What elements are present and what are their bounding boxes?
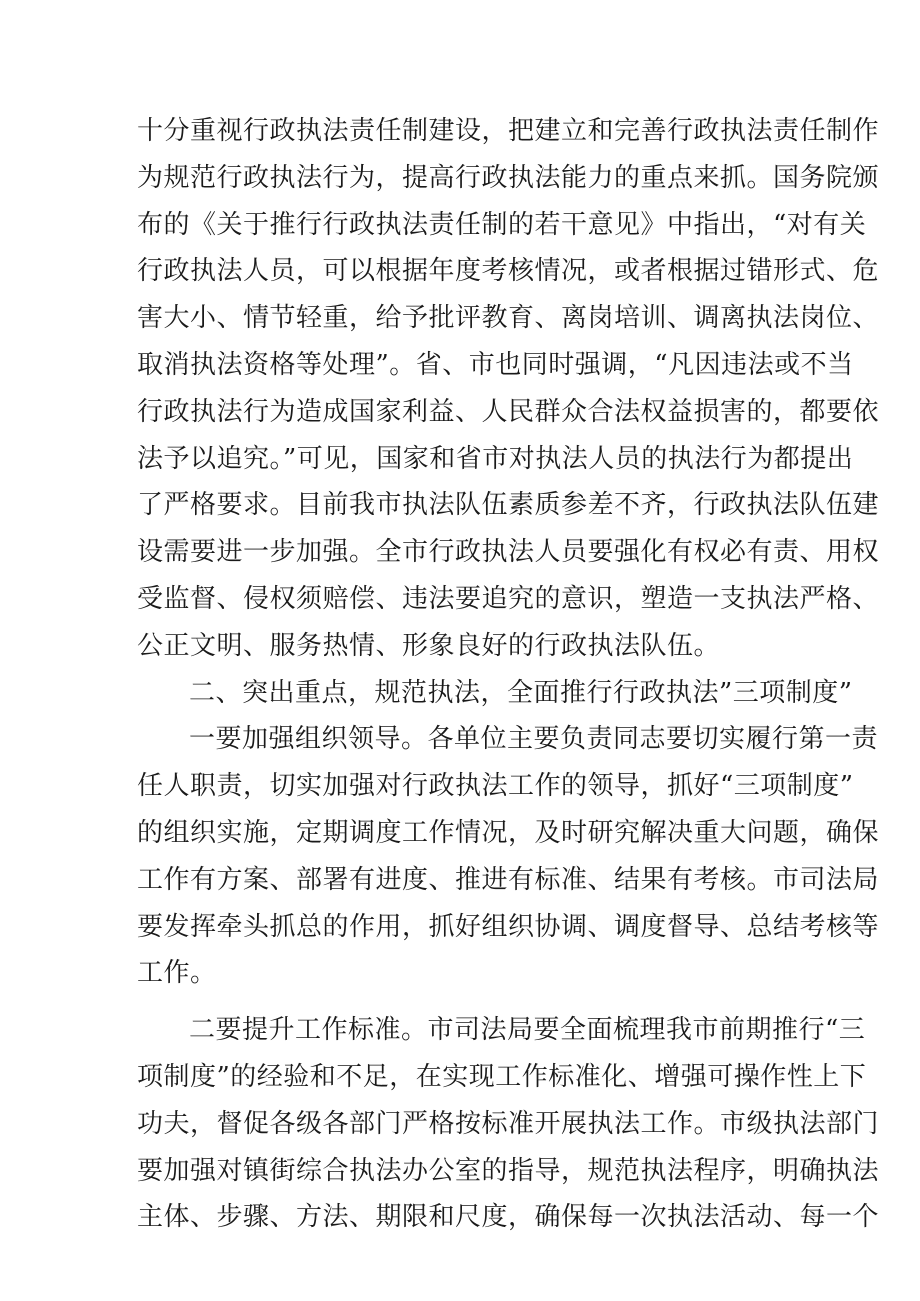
document-body bbox=[137, 108, 880, 1241]
text-line: 布的《关于推行行政执法责任制的若干意见》中指出，“对有关 bbox=[137, 209, 867, 240]
text-line: 害大小、情节轻重，给予批评教育、离岗培训、调离执法岗位、 bbox=[137, 303, 880, 334]
text-line: 要发挥牵头抓总的作用，抓好组织协调、调度督导、总结考核等 bbox=[137, 911, 880, 942]
text-line: 法予以追究。”可见，国家和省市对执法人员的执法行为都提出 bbox=[137, 443, 854, 474]
text-line: 了严格要求。目前我市执法队伍素质参差不齐，行政执法队伍建 bbox=[137, 490, 880, 521]
text-line: 功夫，督促各级各部门严格按标准开展执法工作。市级执法部门 bbox=[137, 1108, 880, 1139]
text-line: 主体、步骤、方法、期限和尺度，确保每一次执法活动、每一个 bbox=[137, 1202, 880, 1233]
text-line: 的组织实施，定期调度工作情况，及时研究解决重大问题，确保 bbox=[137, 817, 880, 848]
text-line: 为规范行政执法行为，提高行政执法能力的重点来抓。国务院颁 bbox=[137, 162, 880, 193]
text-line: 设需要进一步加强。全市行政执法人员要强化有权必有责、用权 bbox=[137, 537, 880, 568]
text-line: 二要提升工作标准。市司法局要全面梳理我市前期推行“三 bbox=[189, 1015, 866, 1046]
text-line: 任人职责，切实加强对行政执法工作的领导，抓好“三项制度” bbox=[137, 771, 854, 802]
text-line: 受监督、侵权须赔偿、违法要追究的意识，塑造一支执法严格、 bbox=[137, 583, 880, 614]
text-line: 取消执法资格等处理”。省、市也同时强调，“凡因违法或不当 bbox=[137, 349, 854, 380]
text-line: 工作。 bbox=[137, 958, 217, 989]
text-line: 项制度”的经验和不足，在实现工作标准化、增强可操作性上下 bbox=[137, 1061, 867, 1092]
text-line: 行政执法行为造成国家利益、人民群众合法权益损害的，都要依 bbox=[137, 396, 880, 427]
text-line: 要加强对镇街综合执法办公室的指导，规范执法程序，明确执法 bbox=[137, 1155, 880, 1186]
text-line: 十分重视行政执法责任制建设，把建立和完善行政执法责任制作 bbox=[137, 116, 880, 146]
text-line: 公正文明、服务热情、形象良好的行政执法队伍。 bbox=[137, 630, 721, 661]
text-line: 行政执法人员，可以根据年度考核情况，或者根据过错形式、危 bbox=[137, 256, 880, 287]
section-heading: 二、突出重点，规范执法，全面推行行政执法”三项制度” bbox=[189, 677, 853, 708]
text-line: 一要加强组织领导。各单位主要负责同志要切实履行第一责 bbox=[189, 724, 879, 755]
text-line: 工作有方案、部署有进度、推进有标准、结果有考核。市司法局 bbox=[137, 864, 880, 895]
